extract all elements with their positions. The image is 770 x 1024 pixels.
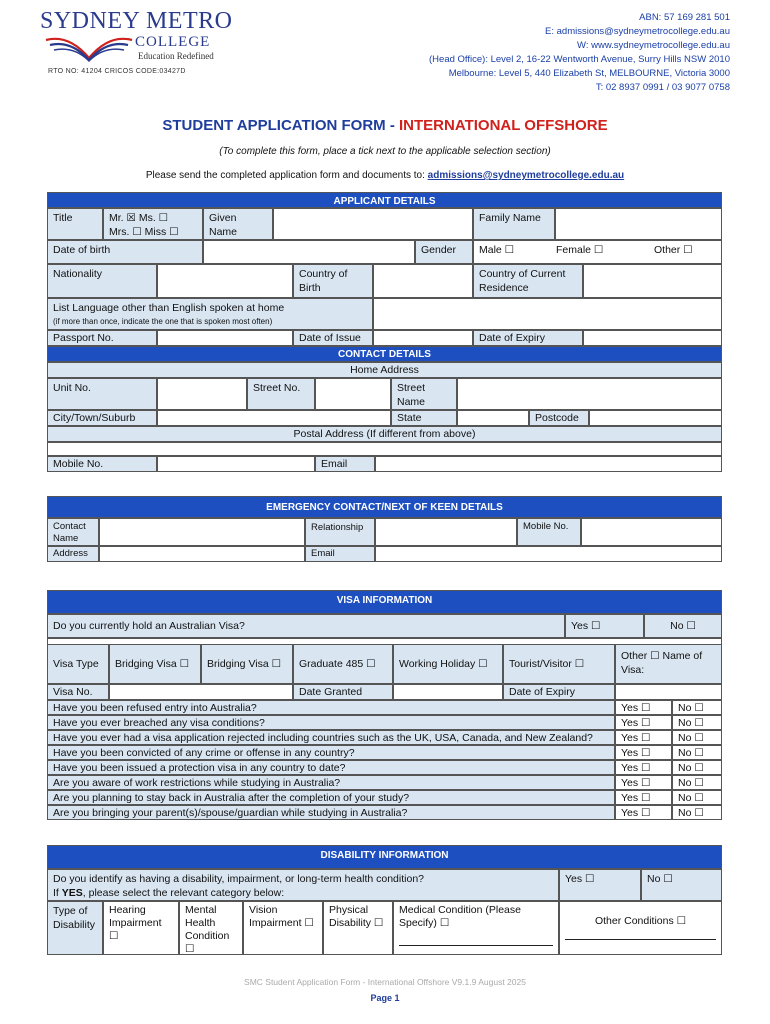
visa-question-yes[interactable]: Yes ☐ [615,715,672,730]
page-number: Page 1 [370,993,400,1003]
state-field[interactable] [457,410,529,426]
visa-question-yes[interactable]: Yes ☐ [615,790,672,805]
visa-question-no[interactable]: No ☐ [672,760,722,775]
form-title: STUDENT APPLICATION FORM - INTERNATIONAL OFFSHORE [162,117,608,134]
visa-heading: VISA INFORMATION [47,590,722,614]
country-birth-field[interactable] [373,264,473,298]
visa-question: Have you been refused entry into Australia? [47,700,615,715]
visa-question-yes[interactable]: Yes ☐ [615,745,672,760]
nationality-field[interactable] [157,264,293,298]
visa-question-yes[interactable]: Yes ☐ [615,760,672,775]
rto-code: RTO NO: 41204 CRICOS CODE:03427D [48,68,186,75]
city-label: City/Town/Suburb [47,410,157,426]
dob-field[interactable] [203,240,415,264]
given-name-label: Given Name [203,208,273,240]
phone: T: 02 8937 0991 / 03 9077 0758 [595,82,730,93]
mobile-field[interactable] [157,456,315,472]
passport-field[interactable] [157,330,293,346]
visa-question-yes[interactable]: Yes ☐ [615,775,672,790]
visa-question-no[interactable]: No ☐ [672,805,722,820]
postal-address-heading: Postal Address (If different from above) [47,426,722,442]
email-field[interactable] [375,456,722,472]
date-granted-field[interactable] [393,684,503,700]
issue-date-label: Date of Issue [293,330,373,346]
gender-options[interactable] [473,240,722,264]
country-residence-label: Country of Current Residence [473,264,583,298]
logo-tagline: Education Redefined [138,51,214,61]
visa-type-graduate[interactable]: Graduate 485 ☐ [293,644,393,684]
postal-address-field[interactable] [47,442,722,456]
disability-other[interactable]: Other Conditions ☐ [559,901,722,955]
visa-type-other[interactable]: Other ☐ Name of Visa: [615,644,722,684]
emergency-contact-table [47,496,722,562]
given-name-field[interactable] [273,208,473,240]
emergency-email-label: Email [305,546,375,562]
disability-no[interactable]: No ☐ [641,869,722,901]
visa-type-tourist[interactable]: Tourist/Visitor ☐ [503,644,615,684]
date-granted-label: Date Granted [293,684,393,700]
contact-block [429,11,730,95]
visa-type-bridging-2[interactable]: Bridging Visa ☐ [201,644,293,684]
emergency-heading: EMERGENCY CONTACT/NEXT OF KEEN DETAILS [47,496,722,518]
visa-question: Are you planning to stay back in Australia after the completion of your study? [47,790,615,805]
visa-table [47,590,722,820]
visa-expiry-field[interactable] [615,684,722,700]
title-label: Title [47,208,103,240]
contact-details-heading: CONTACT DETAILS [47,346,722,362]
disability-mental[interactable]: Mental Health Condition ☐ [179,901,243,955]
disability-question: Do you identify as having a disability, impairment, or long-term health condition? If YES, please select the relevant category below: [47,869,559,901]
street-no-label: Street No. [247,378,315,410]
head-office: (Head Office): Level 2, 16-22 Wentworth Avenue, Surry Hills NSW 2010 [429,54,730,65]
visa-hold-question: Do you currently hold an Australian Visa? [47,614,565,638]
visa-hold-yes[interactable]: Yes ☐ [565,614,644,638]
language-field[interactable] [373,298,722,330]
postcode-field[interactable] [589,410,722,426]
send-line: Please send the completed application form and documents to: admissions@sydneymetrocollege.edu.au [145,170,625,181]
street-name-field[interactable] [457,378,722,410]
passport-label: Passport No. [47,330,157,346]
gender-female[interactable]: Female ☐ [556,244,604,256]
logo-book-icon [44,36,134,62]
disability-heading: DISABILITY INFORMATION [47,845,722,869]
visa-expiry-label: Date of Expiry [503,684,615,700]
visa-question: Are you aware of work restrictions while studying in Australia? [47,775,615,790]
disability-table [47,845,722,955]
relationship-label: Relationship [305,518,375,546]
logo-college: COLLEGE [135,34,211,50]
home-address-heading: Home Address [47,362,722,378]
logo-name: SYDNEY METRO [40,8,233,34]
expiry-date-label: Date of Expiry [473,330,583,346]
email-label: Email [315,456,375,472]
gender-other[interactable]: Other ☐ [654,244,693,256]
visa-question-no[interactable]: No ☐ [672,700,722,715]
emergency-email-field[interactable] [375,546,722,562]
expiry-date-field[interactable] [583,330,722,346]
visa-type-label: Visa Type [47,644,109,684]
abn: ABN: 57 169 281 501 [639,12,730,23]
visa-question: Have you been issued a protection visa in any country to date? [47,760,615,775]
city-field[interactable] [157,410,391,426]
disability-yes[interactable]: Yes ☐ [559,869,641,901]
medical-specify-line[interactable] [399,936,553,946]
applicant-contact-table [47,192,722,472]
visa-question: Have you been convicted of any crime or offense in any country? [47,745,615,760]
language-label: List Language other than English spoken at home (if more than once, indicate the one that is spoken most often) [47,298,373,330]
gender-male[interactable]: Male ☐ [479,244,515,256]
state-label: State [391,410,457,426]
visa-question-yes[interactable]: Yes ☐ [615,730,672,745]
instruction: (To complete this form, place a tick next to the applicable selection section) [219,146,551,157]
admissions-email-link[interactable]: admissions@sydneymetrocollege.edu.au [427,170,625,181]
disability-hearing[interactable]: Hearing Impairment ☐ [103,901,179,955]
country-residence-field[interactable] [583,264,722,298]
visa-type-working-holiday[interactable]: Working Holiday ☐ [393,644,503,684]
visa-no-label: Visa No. [47,684,109,700]
contact-website[interactable]: W: www.sydneymetrocollege.edu.au [577,40,730,51]
contact-email[interactable]: E: admissions@sydneymetrocollege.edu.au [545,26,730,37]
visa-question-yes[interactable]: Yes ☐ [615,700,672,715]
disability-physical[interactable]: Physical Disability ☐ [323,901,393,955]
melbourne-office: Melbourne: Level 5, 440 Elizabeth St, MELBOURNE, Victoria 3000 [448,68,730,79]
contact-name-field[interactable] [99,518,305,546]
applicant-details-heading: APPLICANT DETAILS [47,192,722,208]
disability-type-label: Type of Disability [47,901,103,955]
disability-vision[interactable]: Vision Impairment ☐ [243,901,323,955]
unit-label: Unit No. [47,378,157,410]
mobile-label: Mobile No. [47,456,157,472]
issue-date-field[interactable] [373,330,473,346]
postcode-label: Postcode [529,410,589,426]
visa-question-yes[interactable]: Yes ☐ [615,805,672,820]
visa-question-no[interactable]: No ☐ [672,715,722,730]
visa-question: Have you ever breached any visa conditions? [47,715,615,730]
street-name-label: Street Name [391,378,457,410]
country-birth-label: Country of Birth [293,264,373,298]
family-name-field[interactable] [555,208,722,240]
emergency-address-label: Address [47,546,99,562]
visa-question-no[interactable]: No ☐ [672,730,722,745]
visa-question: Are you bringing your parent(s)/spouse/guardian while studying in Australia? [47,805,615,820]
emergency-mobile-label: Mobile No. [517,518,581,546]
contact-name-label: Contact Name [47,518,99,546]
visa-question-no[interactable]: No ☐ [672,775,722,790]
dob-label: Date of birth [47,240,203,264]
footer-version: SMC Student Application Form - International Offshore V9.1.9 August 2025 [244,977,526,987]
visa-no-field[interactable] [109,684,293,700]
relationship-field[interactable] [375,518,517,546]
disability-medical[interactable]: Medical Condition (Please Specify) ☐ [393,901,559,955]
emergency-mobile-field[interactable] [581,518,722,546]
visa-hold-no[interactable]: No ☐ [644,614,722,638]
visa-question: Have you ever had a visa application rejected including countries such as the UK, USA, Canada, and New Zealand? [47,730,615,745]
emergency-address-field[interactable] [99,546,305,562]
street-no-field[interactable] [315,378,391,410]
gender-label: Gender [415,240,473,264]
title-options[interactable]: Mr. ☒ Ms. ☐ Mrs. ☐ Miss ☐ [103,208,203,240]
family-name-label: Family Name [473,208,555,240]
visa-question-no[interactable]: No ☐ [672,745,722,760]
other-conditions-line[interactable] [565,930,716,940]
nationality-label: Nationality [47,264,157,298]
unit-field[interactable] [157,378,247,410]
visa-question-no[interactable]: No ☐ [672,790,722,805]
visa-type-bridging-1[interactable]: Bridging Visa ☐ [109,644,201,684]
